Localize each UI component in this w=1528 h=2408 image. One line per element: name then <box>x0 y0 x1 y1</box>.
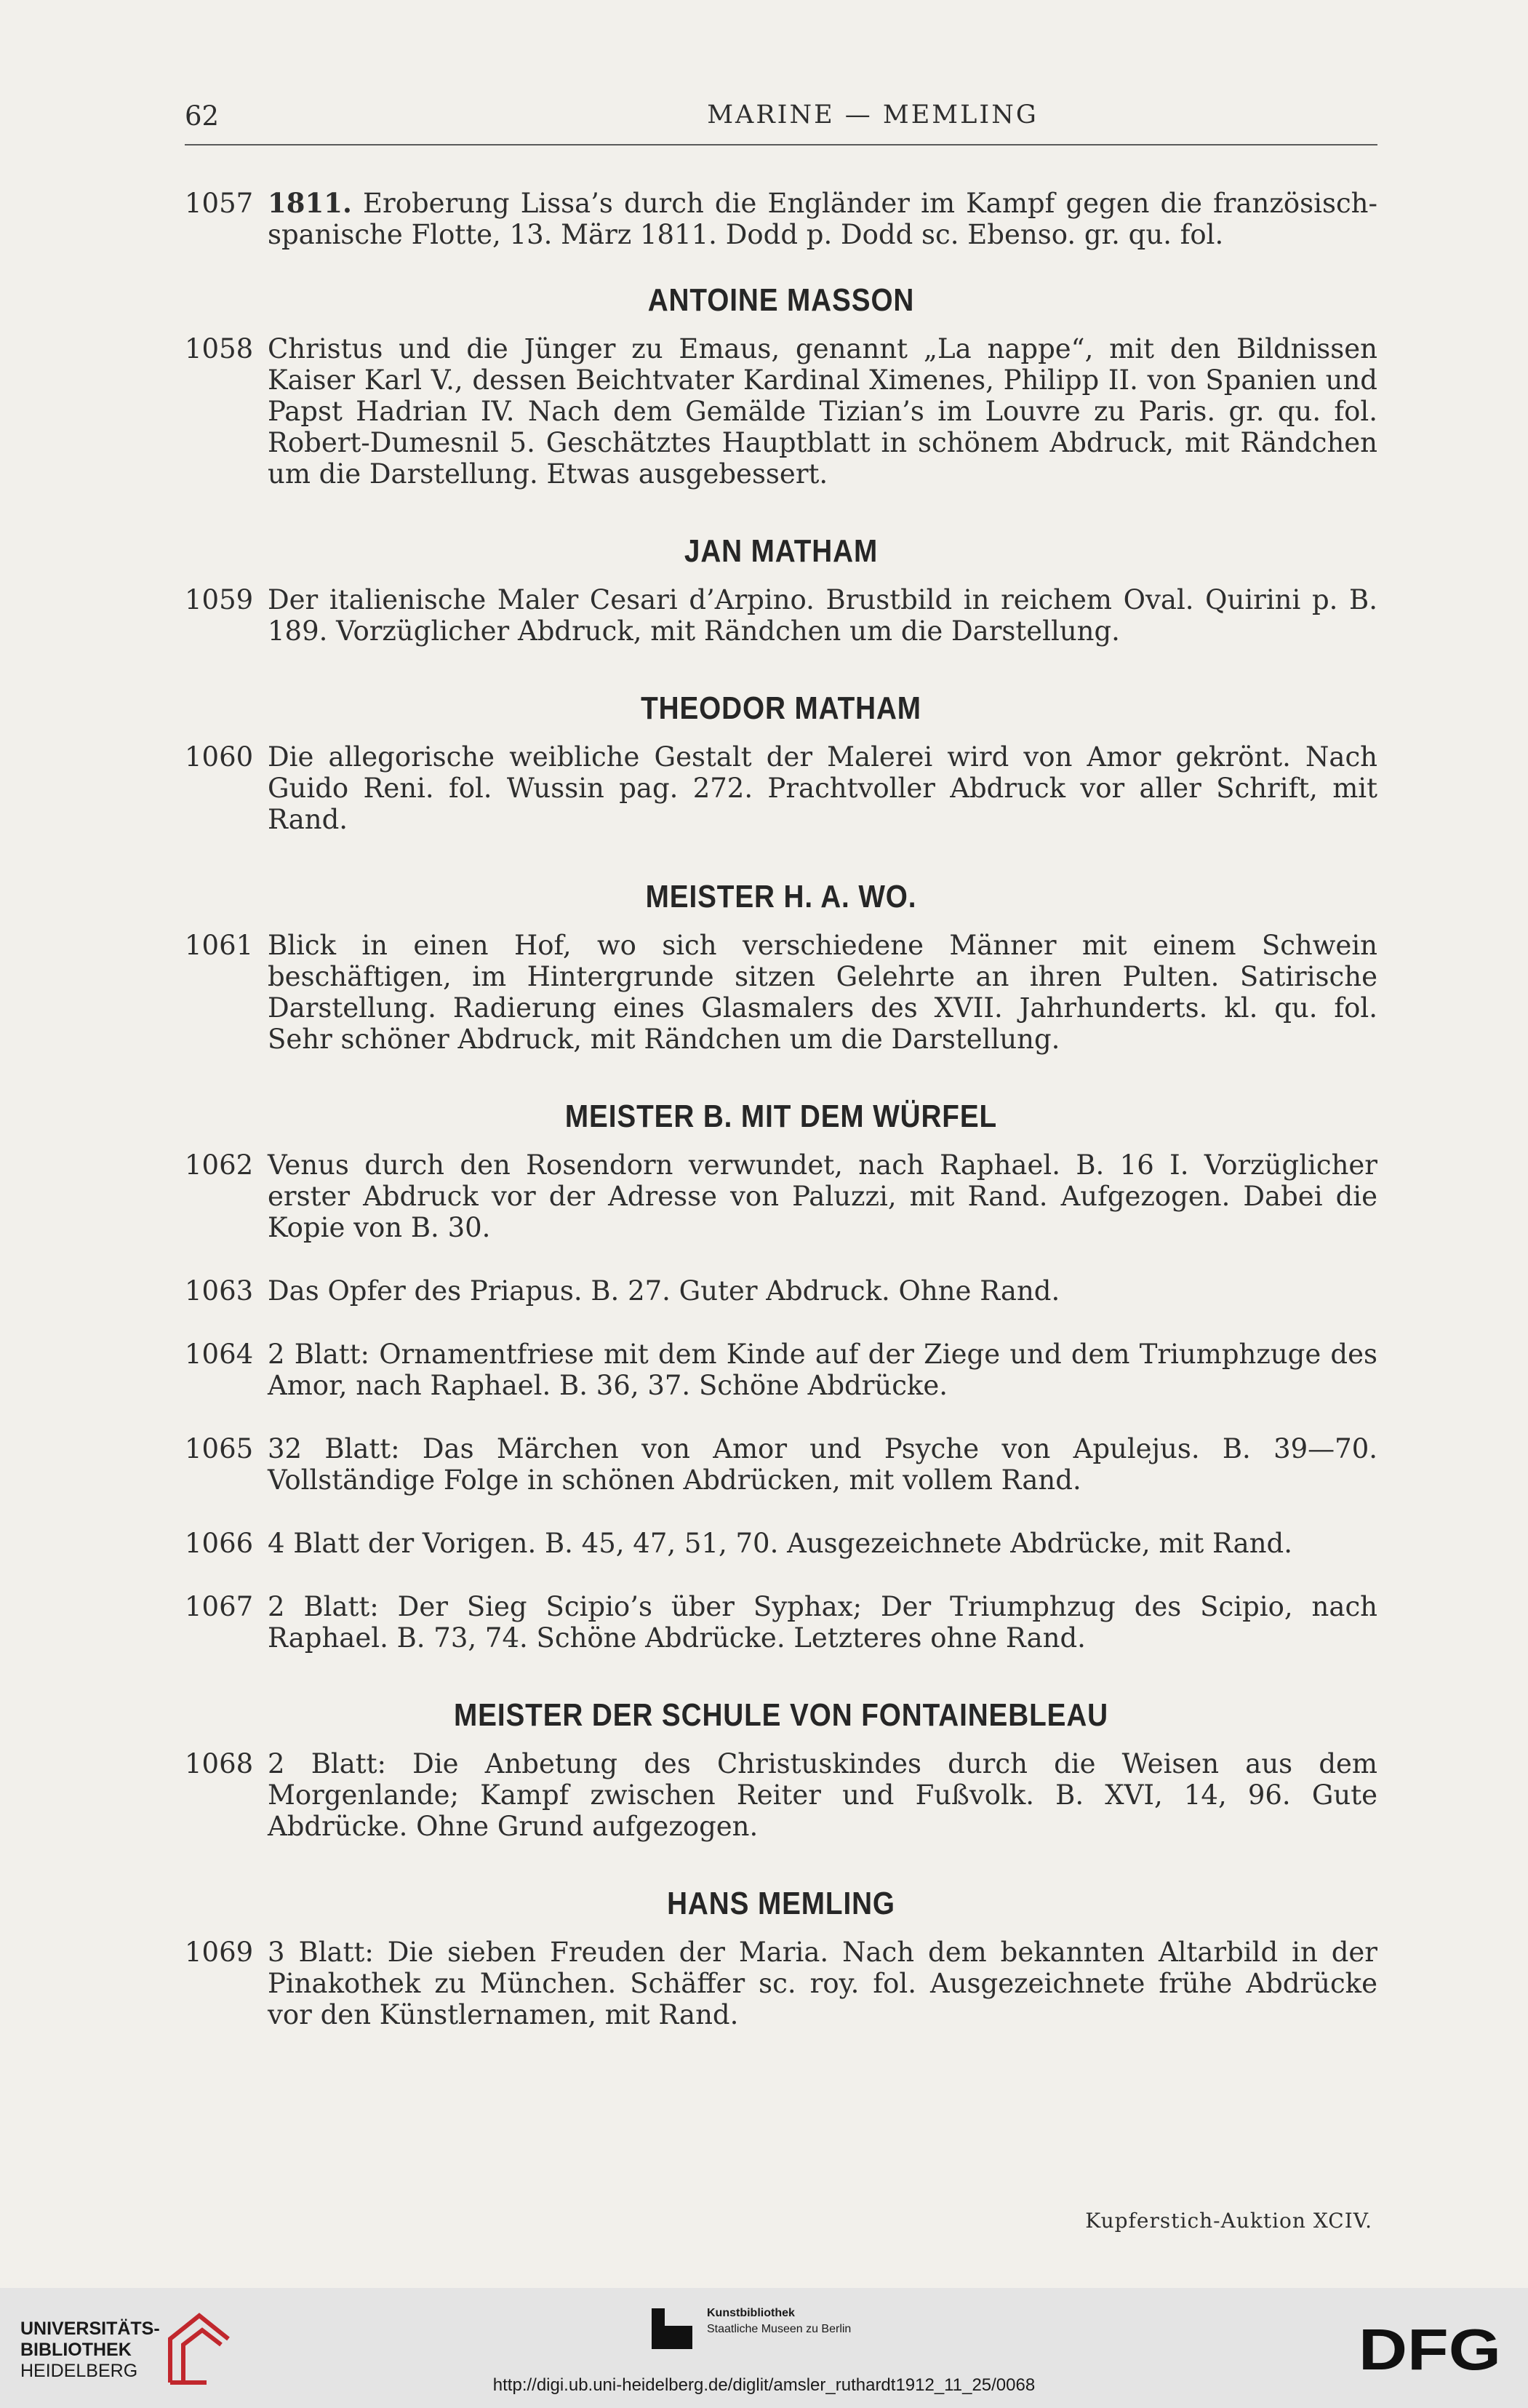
entry-description: Christus und die Jünger zu Emaus, genannt „La nappe“, mit den Bildnissen Kaiser Karl V., dessen Beichtvater Kardinal Ximenes, Philipp II. von Spanien und Papst Hadrian IV. Nach dem Gemälde Tizian’s im Louvre zu Paris. gr. qu. fol. Robert-Dumesnil 5. Geschätztes Hauptblatt in schönem Abdruck, mit Rändchen um die Darstellung. Etwas ausgebessert. <box>268 333 1377 490</box>
catalog-entry <box>185 1275 1377 1307</box>
dfg-logo-text: DFG <box>1359 2323 1501 2375</box>
catalog-entry <box>185 584 1377 647</box>
entry-description: 2 Blatt: Die Anbetung des Christuskindes durch die Weisen aus dem Morgenlande; Kampf zwischen Reiter und Fußvolk. B. XVI, 14, 96. Gute Abdrücke. Ohne Grund aufgezogen. <box>268 1748 1377 1842</box>
kunstbibliothek-text: Kunstbibliothek Staatliche Museen zu Berlin <box>707 2307 852 2335</box>
lot-number: 1067 <box>185 1591 254 1622</box>
kunstbibliothek-logo[interactable] <box>650 2304 897 2362</box>
source-url-link[interactable]: http://digi.ub.uni-heidelberg.de/diglit/amsler_ruthardt1912_11_25/0068 <box>492 2375 1036 2395</box>
lot-number: 1058 <box>185 333 254 364</box>
entry-description: 32 Blatt: Das Märchen von Amor und Psyche von Apulejus. B. 39—70. Vollständige Folge in schönen Abdrücken, mit vollem Rand. <box>268 1433 1377 1496</box>
footnote: Kupferstich-Auktion XCIV. <box>1085 2209 1372 2233</box>
catalog-content <box>185 188 1377 2062</box>
catalog-entry <box>185 188 1377 250</box>
artist-heading: MEISTER B. MIT DEM WÜRFEL <box>564 1099 998 1134</box>
lot-number: 1057 <box>185 188 254 219</box>
lot-number: 1063 <box>185 1275 254 1307</box>
running-title: MARINE — MEMLING <box>707 100 1039 129</box>
catalog-entry <box>185 1937 1377 2030</box>
artist-heading: HANS MEMLING <box>667 1886 895 1921</box>
artist-heading: MEISTER H. A. WO. <box>645 879 917 914</box>
entry-description: Eroberung Lissa’s durch die Engländer im Kampf gegen die französisch-spanische Flotte, 13. März 1811. Dodd p. Dodd sc. Ebenso. gr. qu. fol. <box>268 188 1378 250</box>
entry-description: 2 Blatt: Ornamentfriese mit dem Kinde auf der Ziege und dem Triumphzuge des Amor, nach Raphael. B. 36, 37. Schöne Abdrücke. <box>268 1339 1377 1401</box>
catalog-entry <box>185 741 1377 835</box>
entry-description: Das Opfer des Priapus. B. 27. Guter Abdruck. Ohne Rand. <box>268 1275 1060 1307</box>
university-library-text: UNIVERSITÄTS- BIBLIOTHEK HEIDELBERG <box>20 2319 160 2381</box>
lot-number: 1066 <box>185 1528 254 1559</box>
artist-heading: ANTOINE MASSON <box>647 282 915 318</box>
catalog-entry <box>185 1528 1377 1559</box>
lot-number: 1062 <box>185 1149 254 1181</box>
catalog-entry <box>185 333 1377 490</box>
entry-description: Blick in einen Hof, wo sich verschiedene Männer mit einem Schwein beschäftigen, im Hintergrunde sitzen Gelehrte an ihren Pulten. Satirische Darstellung. Radierung eines Glasmalers des XVII. Jahrhunderts. kl. qu. fol. Sehr schöner Abdruck, mit Rändchen um die Darstellung. <box>268 930 1377 1055</box>
artist-heading: JAN MATHAM <box>684 533 879 569</box>
entry-description: Der italienische Maler Cesari d’Arpino. Brustbild in reichem Oval. Quirini p. B. 189. Vorzüglicher Abdruck, mit Rändchen um die Darstellung. <box>268 584 1377 647</box>
entry-description: 2 Blatt: Der Sieg Scipio’s über Syphax; Der Triumphzug des Scipio, nach Raphael. B. 73, 74. Schöne Abdrücke. Letzteres ohne Rand. <box>268 1591 1377 1654</box>
footer-bar <box>0 2288 1528 2408</box>
lot-number: 1064 <box>185 1339 254 1370</box>
lot-number: 1060 <box>185 741 254 773</box>
entry-description: 3 Blatt: Die sieben Freuden der Maria. Nach dem bekannten Altarbild in der Pinakothek zu München. Schäffer sc. roy. fol. Ausgezeichnete frühe Abdrücke vor den Künstlernamen, mit Rand. <box>268 1937 1377 2030</box>
page-header <box>185 100 1377 135</box>
page-number: 62 <box>185 100 220 132</box>
entry-year: 1811. <box>268 187 352 219</box>
header-rule <box>185 144 1377 145</box>
artist-heading: MEISTER DER SCHULE VON FONTAINEBLEAU <box>453 1697 1109 1733</box>
catalog-entry <box>185 1591 1377 1654</box>
entry-description: Venus durch den Rosendorn verwundet, nach Raphael. B. 16 I. Vorzüglicher erster Abdruck vor der Adresse von Paluzzi, mit Rand. Aufgezogen. Dabei die Kopie von B. 30. <box>268 1149 1377 1243</box>
catalog-entry <box>185 1748 1377 1842</box>
catalog-entry <box>185 1149 1377 1243</box>
artist-heading: THEODOR MATHAM <box>641 690 921 726</box>
lot-number: 1061 <box>185 930 254 961</box>
kunstbibliothek-emblem-icon <box>650 2307 694 2351</box>
lot-number: 1068 <box>185 1748 254 1779</box>
entry-description: 4 Blatt der Vorigen. B. 45, 47, 51, 70. Ausgezeichnete Abdrücke, mit Rand. <box>268 1528 1292 1559</box>
catalog-entry <box>185 1433 1377 1496</box>
lot-number: 1059 <box>185 584 254 615</box>
lot-number: 1069 <box>185 1937 254 1968</box>
catalog-entry <box>185 930 1377 1055</box>
dfg-logo[interactable] <box>1359 2323 1504 2375</box>
catalog-entry <box>185 1339 1377 1401</box>
lot-number: 1065 <box>185 1433 254 1464</box>
entry-description: Die allegorische weibliche Gestalt der Malerei wird von Amor gekrönt. Nach Guido Reni. fol. Wussin pag. 272. Prachtvoller Abdruck vor aller Schrift, mit Rand. <box>268 741 1377 835</box>
